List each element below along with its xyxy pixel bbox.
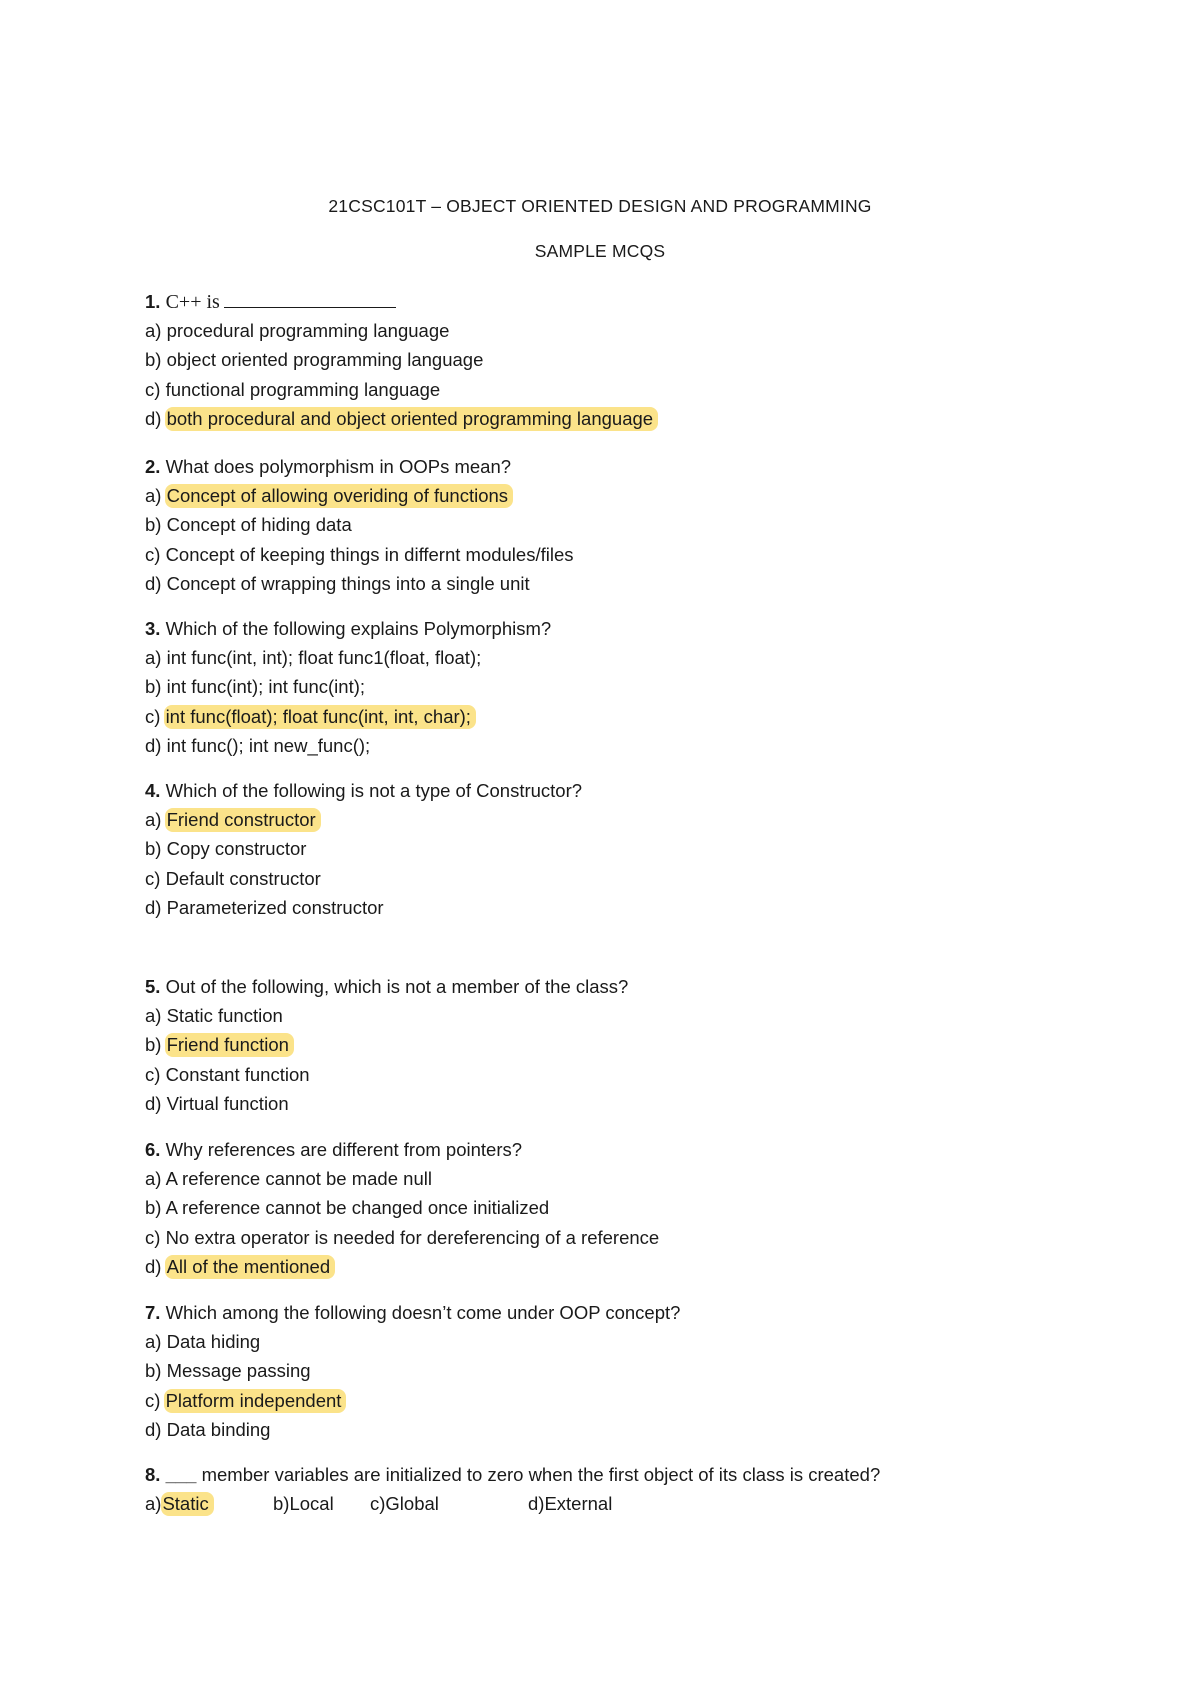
option-c: c) Constant function: [145, 1063, 310, 1085]
option-text: Concept of keeping things in differnt modules/files: [165, 543, 574, 565]
option-text: object oriented programming language: [166, 349, 484, 371]
question-number: 7.: [145, 1302, 161, 1323]
option-text: Virtual function: [166, 1092, 289, 1114]
option-d: d) All of the mentioned: [145, 1252, 1145, 1281]
option-text: A reference cannot be made null: [165, 1168, 432, 1190]
option-a: a) procedural programming language: [145, 320, 450, 342]
option-b: b) Concept of hiding data: [145, 514, 352, 536]
option-c: c) Platform independent: [145, 1386, 1145, 1415]
question-7: [145, 1298, 1145, 1444]
highlighted-answer: Concept of allowing overiding of functions: [165, 484, 513, 508]
question-number: 5.: [145, 976, 161, 997]
question-stem: [145, 972, 1145, 1001]
option-text: functional programming language: [165, 378, 441, 400]
question-text: Which among the following doesn’t come under OOP concept?: [165, 1302, 681, 1323]
option-text: External: [544, 1493, 613, 1515]
option-text: Local: [289, 1493, 334, 1515]
question-6: [145, 1135, 1145, 1281]
option-text: procedural programming language: [166, 320, 450, 342]
highlighted-answer: All of the mentioned: [165, 1255, 336, 1279]
option-d: d) both procedural and object oriented programming language: [145, 404, 1145, 433]
option-c: c) int func(float); float func(int, int, char);: [145, 702, 1145, 731]
option-d: d) Virtual function: [145, 1092, 289, 1114]
option-a: a) Friend constructor: [145, 805, 1145, 834]
option-text: No extra operator is needed for dereferencing of a reference: [165, 1226, 660, 1248]
option-text: Static function: [166, 1005, 283, 1027]
question-number: 8.: [145, 1464, 161, 1485]
option-text: Concept of hiding data: [166, 514, 352, 536]
option-text: Concept of wrapping things into a single unit: [166, 572, 530, 594]
option-b: b) object oriented programming language: [145, 349, 484, 371]
question-number: 6.: [145, 1139, 161, 1160]
option-d: d) int func(); int new_func();: [145, 734, 371, 756]
highlighted-answer: Friend function: [165, 1033, 294, 1057]
question-stem: [145, 776, 1145, 805]
question-text: What does polymorphism in OOPs mean?: [165, 456, 512, 477]
question-3: [145, 614, 1145, 760]
option-a: a) Data hiding: [145, 1331, 261, 1353]
option-c: c) No extra operator is needed for dereferencing of a reference: [145, 1226, 660, 1248]
option-text: Parameterized constructor: [166, 896, 384, 918]
option-a: a) Concept of allowing overiding of functions: [145, 481, 1145, 510]
highlighted-answer: Platform independent: [164, 1389, 347, 1413]
question-number: 3.: [145, 618, 161, 639]
inline-options: [145, 1489, 1145, 1518]
highlighted-answer: int func(float); float func(int, int, char);: [164, 705, 476, 729]
question-stem: [145, 452, 1145, 481]
option-text: Data hiding: [166, 1331, 261, 1353]
option-c: c) functional programming language: [145, 378, 441, 400]
highlighted-answer: Static: [161, 1492, 213, 1516]
option-a: a) A reference cannot be made null: [145, 1168, 432, 1190]
option-b: b) Message passing: [145, 1360, 311, 1382]
answer-blank: ___: [165, 1464, 197, 1485]
highlighted-answer: Friend constructor: [165, 808, 321, 832]
option-b: b) Friend function: [145, 1030, 1145, 1059]
option-text: Global: [385, 1493, 439, 1515]
question-text: Out of the following, which is not a member of the class?: [165, 976, 629, 997]
question-4: [145, 776, 1145, 922]
option-b: b) int func(int); int func(int);: [145, 676, 366, 698]
option-b: b) A reference cannot be changed once initialized: [145, 1197, 550, 1219]
question-stem: [145, 1460, 1145, 1489]
option-text: Copy constructor: [166, 838, 307, 860]
question-text: Which of the following explains Polymorphism?: [165, 618, 552, 639]
question-number: 4.: [145, 780, 161, 801]
answer-blank: [224, 290, 396, 308]
course-title: 21CSC101T – OBJECT ORIENTED DESIGN AND PROGRAMMING: [328, 196, 872, 216]
option-text: Default constructor: [165, 867, 321, 889]
option-a: a) int func(int, int); float func1(float, float);: [145, 647, 482, 669]
option-c: c)Global: [370, 1493, 439, 1515]
option-c: c) Concept of keeping things in differnt modules/files: [145, 543, 574, 565]
question-number: 2.: [145, 456, 161, 477]
option-c: c) Default constructor: [145, 867, 321, 889]
option-d: d)External: [528, 1493, 613, 1515]
question-text: Which of the following is not a type of Constructor?: [165, 780, 583, 801]
highlighted-answer: both procedural and object oriented programming language: [165, 407, 658, 431]
option-d: d) Concept of wrapping things into a single unit: [145, 572, 530, 594]
question-1: [145, 287, 1145, 433]
option-text: A reference cannot be changed once initialized: [165, 1197, 550, 1219]
option-text: Message passing: [166, 1360, 311, 1382]
question-stem: [145, 1135, 1145, 1164]
option-text: int func(int); int func(int);: [166, 676, 366, 698]
question-stem: [145, 287, 1145, 316]
question-stem: [145, 614, 1145, 643]
question-8: [145, 1460, 1145, 1518]
question-text: C++ is: [165, 291, 220, 313]
question-number: 1.: [145, 291, 161, 312]
option-text: int func(int, int); float func1(float, float);: [166, 647, 482, 669]
question-text: Why references are different from pointers?: [165, 1139, 523, 1160]
question-2: [145, 452, 1145, 598]
page-subtitle: SAMPLE MCQS: [534, 241, 666, 261]
option-b: b)Local: [273, 1493, 334, 1515]
option-d: d) Parameterized constructor: [145, 896, 384, 918]
option-text: int func(); int new_func();: [166, 734, 371, 756]
option-b: b) Copy constructor: [145, 838, 307, 860]
question-stem: [145, 1298, 1145, 1327]
option-d: d) Data binding: [145, 1418, 271, 1440]
question-5: [145, 972, 1145, 1118]
option-a: a)Static: [145, 1489, 214, 1518]
option-text: Data binding: [166, 1418, 271, 1440]
option-text: Constant function: [165, 1063, 310, 1085]
question-text: member variables are initialized to zero when the first object of its class is created?: [201, 1464, 881, 1485]
option-a: a) Static function: [145, 1005, 283, 1027]
